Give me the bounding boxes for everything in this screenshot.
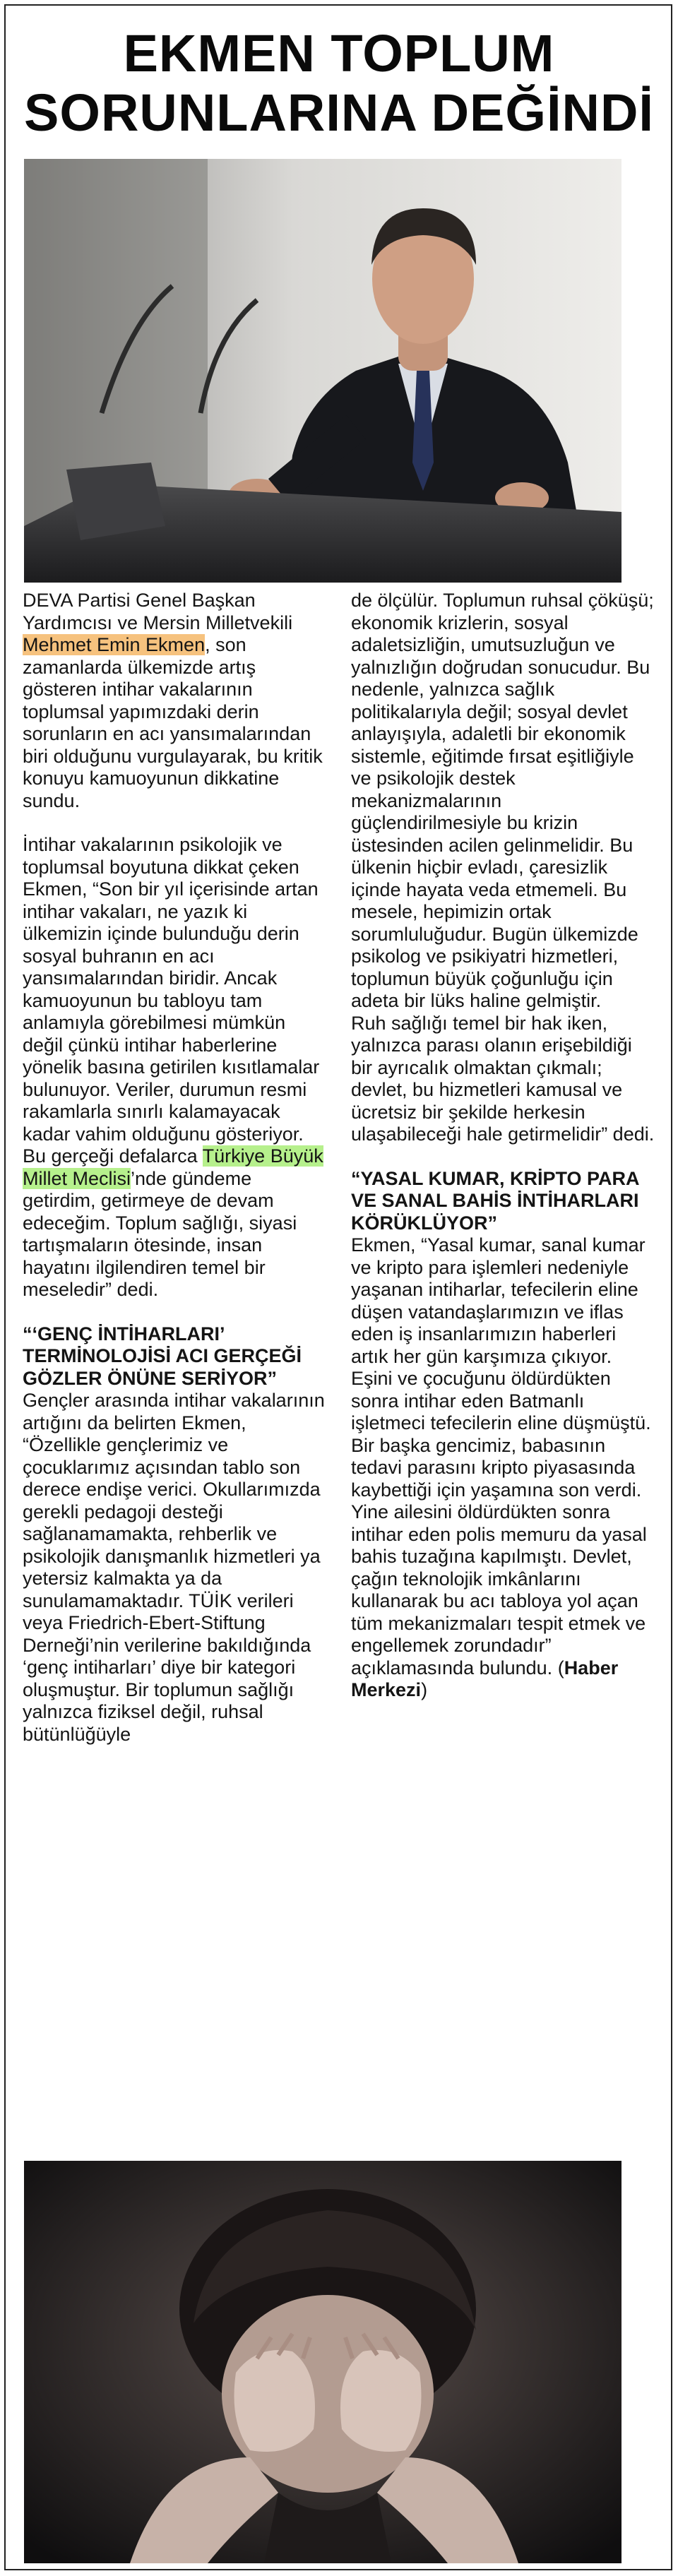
paragraph-spacer [351,1146,655,1168]
paragraph-spacer [23,1301,326,1323]
paragraph-gambling [351,1234,655,1702]
paragraph-intro [23,590,326,812]
headline-line-2: SORUNLARINA DEĞİNDİ [24,83,654,142]
intro-text-cont: , son zamanlarda ülkemizde artış gösteren intihar vakalarının toplumsal yapımızdaki derin sorunların en acı yansımalarından biri olduğunu vurgulayarak, bu kritik konuyu kamuoyunun dikkatine sundu. [23,634,323,811]
politician-name: Mehmet Emin Ekmen [23,634,206,655]
subheading-gambling: “YASAL KUMAR, KRİPTO PARA VE SANAL BAHİS İNTİHARLARI KÖRÜKLÜYOR” [351,1167,639,1234]
paragraph-health: de ölçülür. Toplumun ruhsal çöküşü; ekonomik krizlerin, sosyal adaletsizliğin, umutsuzluğun ve yalnızlığın doğrudan sonucudur. Bu nedenle, yalnızca sağlık politikalarıyla değil; sosyal devlet anlayışıyla, adaletli bir ekonomik sistemle, eğitimde fırsat eşitliğiyle ve psikolojik destek mekanizmalarının güçlendirilmesiyle bu krizin üstesinden acilen gelinmelidir. Bu ülkenin hiçbir evladı, çaresizlik içinde hayata veda etmemeli. Bu mesele, hepimizin ortak sorumluluğudur. Bugün ülkemizde psikolog ve psikiyatri hizmetleri, toplumun büyük çoğunluğu için adeta bir lüks haline gelmiştir. [351,590,654,1011]
parliament-name: Türkiye Büyük Millet Meclisi [23,1145,323,1189]
article-column-left [23,590,326,1746]
paragraph-youth: Gençler arasında intihar vakalarının artığını da belirten Ekmen, “Özellikle gençlerimiz ve çocuklarımız açısından tablo son derece endişe verici. Okullarımızda gerekli pedagoji desteği sağlanamamakta, rehberlik ve psikolojik danışmanlık hizmetleri ya yetersiz kalmakta ya da sunulamamaktadır. TÜİK verileri veya Friedrich-Ebert-Stiftung Derneği’nin verilerine bakıldığında ‘genç intiharları’ diye bir kategori oluşmuştur. Bir toplumun sağlığı yalnızca fiziksel değil, ruhsal bütünlüğüyle [23,1390,325,1745]
distressed-person-photo [24,2161,622,2563]
paragraph-rights: Ruh sağlığı temel bir hak iken, yalnızca parası olanın erişebildiği bir ayrıcalık olmaktan çıkmalı; devlet, bu hizmetleri kamusal ve ücretsiz bir şekilde herkesin ulaşabileceği hale getirmelidir” dedi. [351,1012,655,1145]
gambling-text: Ekmen, “Yasal kumar, sanal kumar ve kripto para işlemleri nedeniyle yaşanan intiharlar, tefecilerin eline düşen vatandaşlarımızın ve iflas eden iş insanlarımızın haberleri artık her gün karşımıza çıkıyor. Eşini ve çocuğunu öldürdükten sonra intihar eden Batmanlı işletmeci tefecilerin eline düşmüştü. Bir başka gencimiz, babasının tedavi parasını kripto piyasasında kaybettiği için yaşamına son verdi. Yine ailesini öldürdükten sonra intihar eden polis memuru da yasal bahis tuzağına kapılmıştı. Devlet, çağın teknolojik imkânlarını kullanarak bu acı tabloya yol açan tüm mekanizmaları tespit etmek ve engellemek zorundadır” açıklamasında bulundu. ( [351,1234,651,1678]
subheading-youth: “‘GENÇ İNTİHARLARI’ TERMİNOLOJİSİ ACI GERÇEĞİ GÖZLER ÖNÜNE SERİYOR” [23,1323,302,1389]
headline-line-1: EKMEN TOPLUM [123,24,555,83]
quote-text: Bu gerçeği defalarca [23,1145,203,1167]
article-column-right [351,590,655,1702]
news-source: Haber Merkezi [351,1657,619,1700]
paragraph-spacer [23,812,326,834]
paragraph-quote-1: İntihar vakalarının psikolojik ve toplumsal boyutuna dikkat çeken Ekmen, “Son bir yıl içerisinde artan intihar vakaları, ne yazık ki ülkemizin içinde bulunduğu derin sosyal buhranın en acı yansımalarından biridir. Ancak kamuoyunun bu tabloyu tam anlamıyla görebilmesi mümkün değil çünkü intihar haberlerine yönelik basına getirilen kısıtlamalar bulunuyor. Veriler, durumun resmi rakamlarla sınırlı kalamayacak kadar vahim olduğunu gösteriyor. [23,834,320,1145]
paragraph-quote-2 [23,1145,326,1301]
quote-text-cont: ’nde gündeme getirdim, getirmeye de devam edeceğim. Toplum sağlığı, siyasi tartışmaların ötesinde, insan hayatını ilgilendiren temel bir meseledir” dedi. [23,1167,297,1300]
politician-photo [24,159,622,583]
intro-text: DEVA Partisi Genel Başkan Yardımcısı ve Mersin Milletvekili [23,590,293,633]
closing-paren: ) [421,1679,428,1700]
headline [14,24,664,143]
